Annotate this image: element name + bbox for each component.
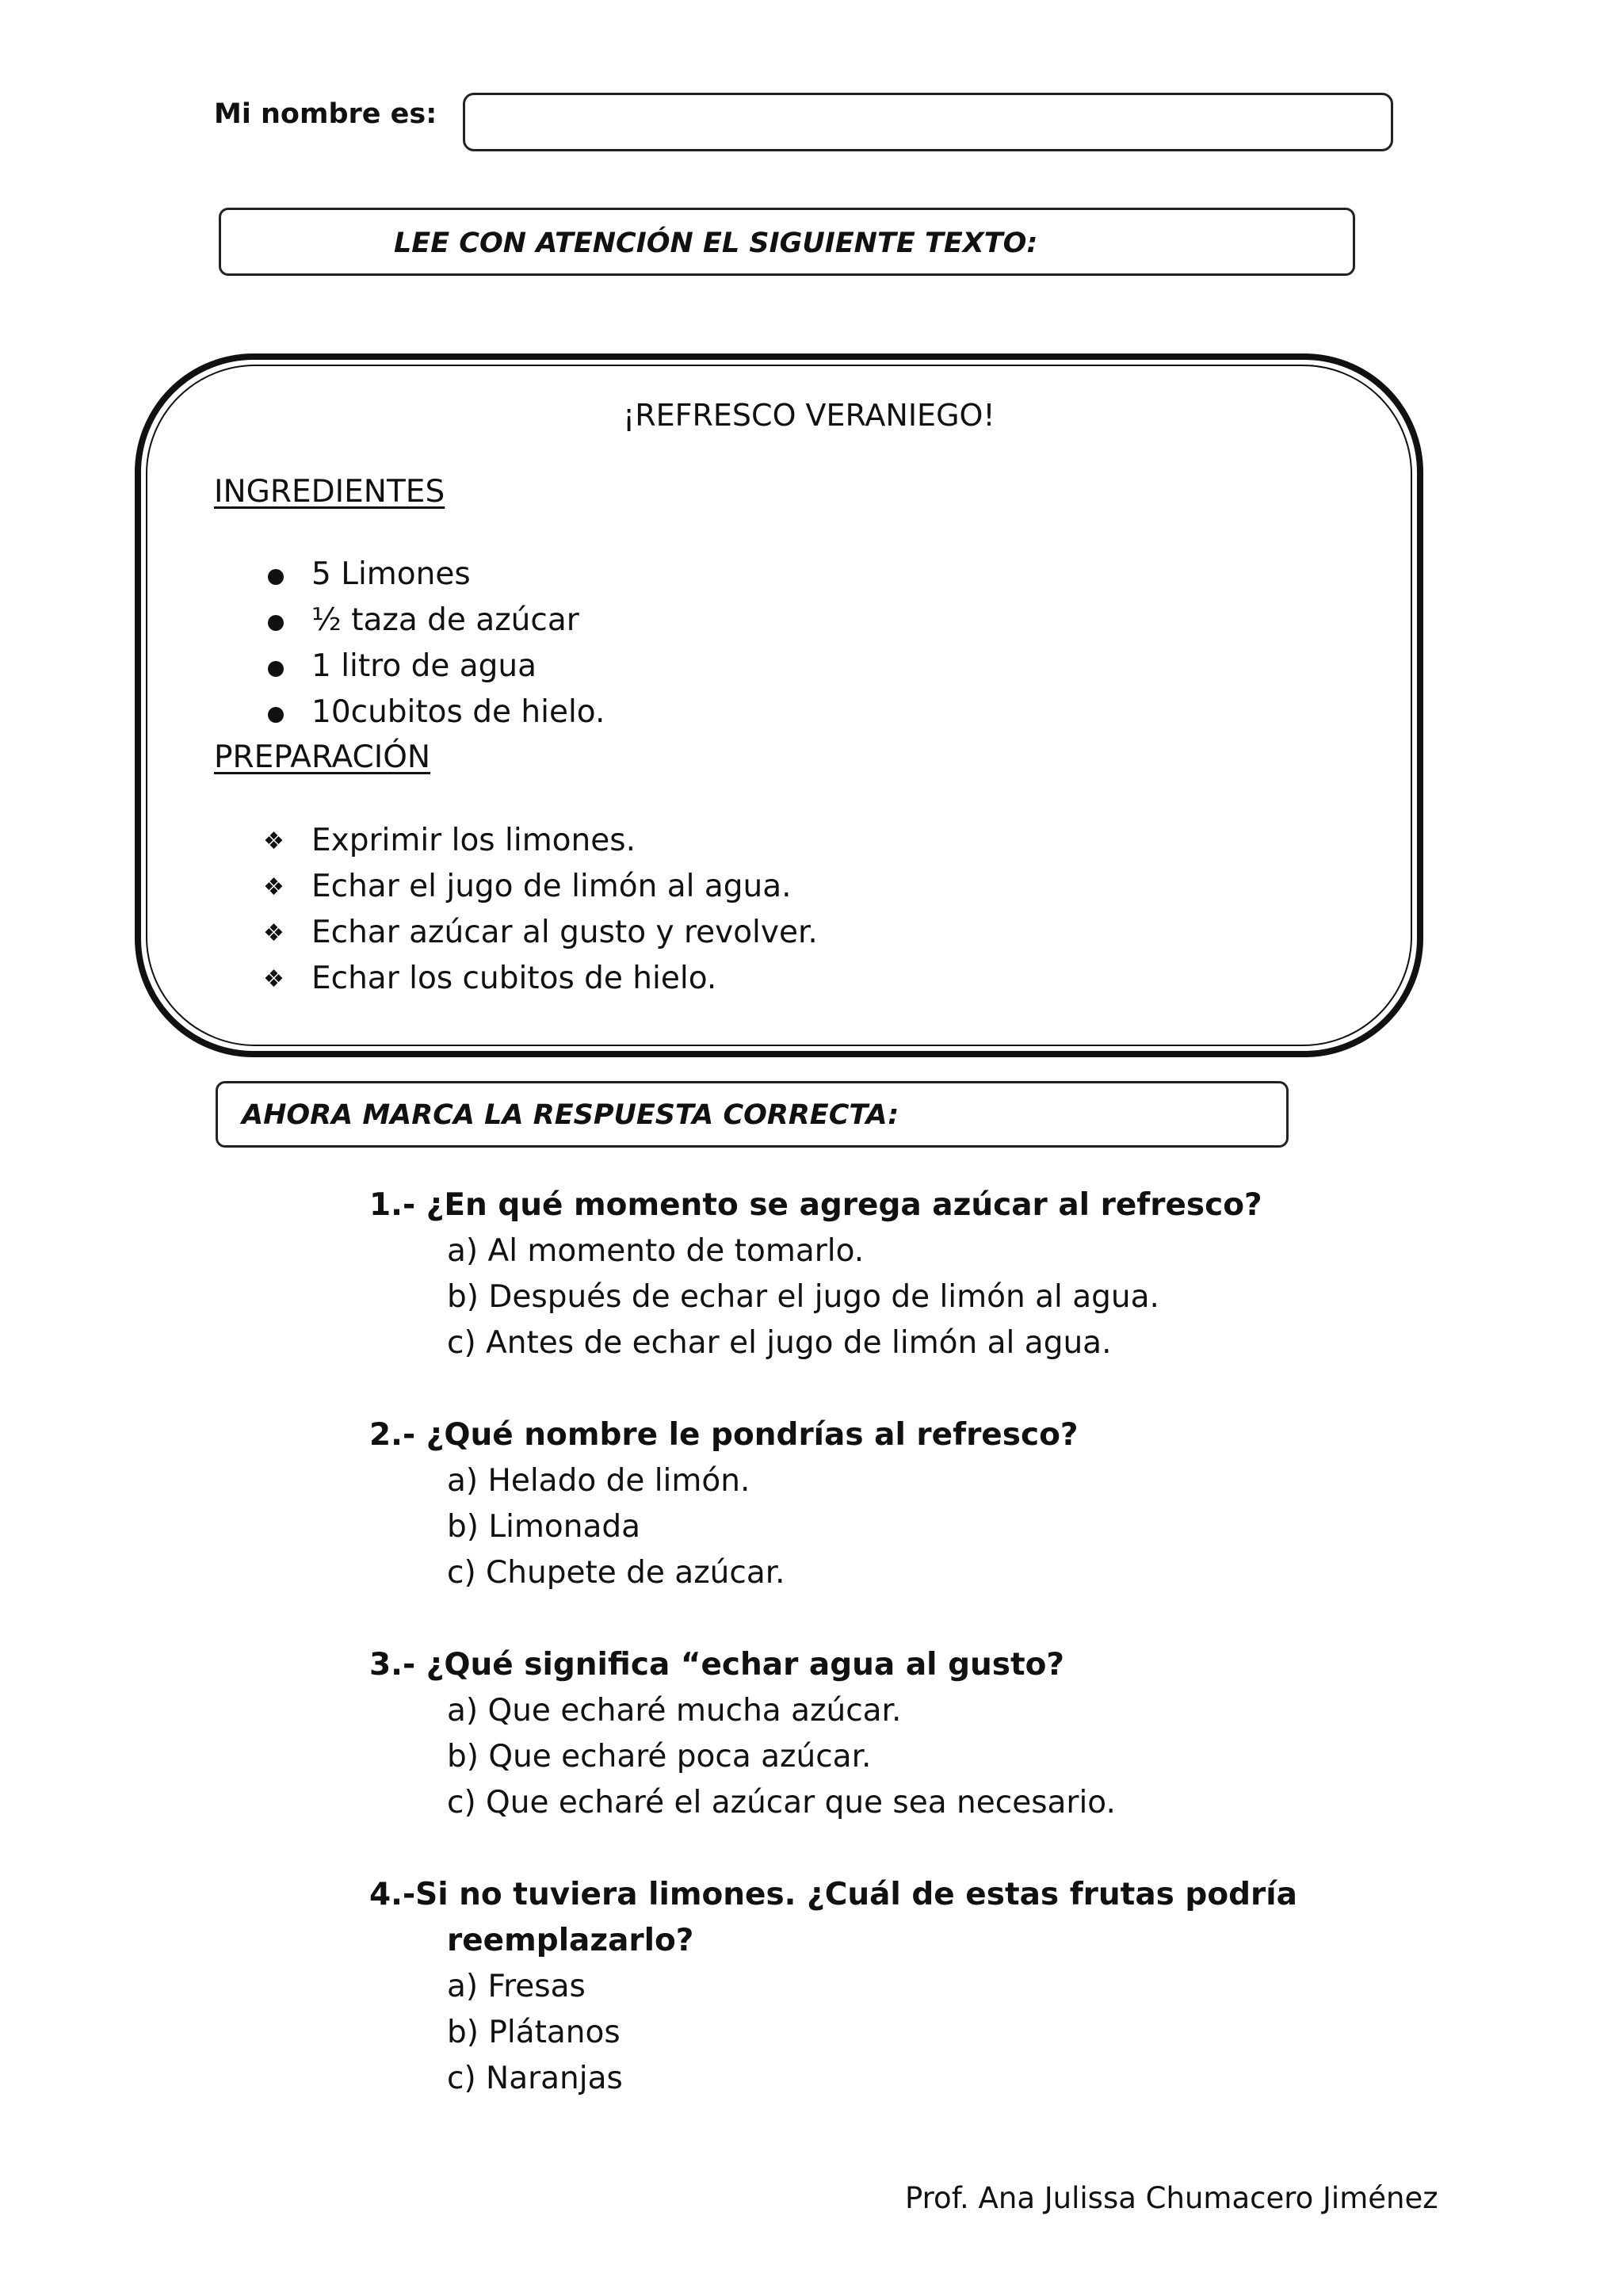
diamond-bullet-icon: ❖ [263,827,285,855]
ingredient-item: 10cubitos de hielo. [311,694,605,730]
question-4: 4.-Si no tuviera limones. ¿Cuál de estas frutas podría [369,1877,1297,1912]
option-4b[interactable]: b) Plátanos [447,2015,621,2050]
question-3: 3.- ¿Qué significa “echar agua al gusto? [369,1647,1065,1683]
option-4a[interactable]: a) Fresas [447,1969,586,2004]
bullet-dot-icon [268,615,284,631]
answer-instruction-text: AHORA MARCA LA RESPUESTA CORRECTA: [242,1099,899,1131]
instruction-text: LEE CON ATENCIÓN EL SIGUIENTE TEXTO: [394,227,1038,259]
diamond-bullet-icon: ❖ [263,965,285,993]
ingredients-heading: INGREDIENTES [214,474,445,510]
recipe-title: ¡REFRESCO VERANIEGO! [623,398,995,433]
bullet-dot-icon [268,661,284,677]
option-1a[interactable]: a) Al momento de tomarlo. [447,1233,865,1269]
preparation-heading: PREPARACIÓN [214,739,431,775]
step-item: Echar el jugo de limón al agua. [311,869,792,904]
option-3c[interactable]: c) Que echaré el azúcar que sea necesario. [447,1785,1116,1820]
question-1: 1.- ¿En qué momento se agrega azúcar al refresco? [369,1187,1262,1223]
ingredient-item: ½ taza de azúcar [311,602,579,638]
option-2a[interactable]: a) Helado de limón. [447,1463,750,1499]
author-footer: Prof. Ana Julissa Chumacero Jiménez [905,2181,1438,2215]
step-item: Exprimir los limones. [311,823,636,858]
bullet-dot-icon [268,707,284,723]
step-item: Echar los cubitos de hielo. [311,961,717,996]
question-2: 2.- ¿Qué nombre le pondrías al refresco? [369,1417,1079,1453]
question-4-continuation: reemplazarlo? [447,1923,694,1958]
option-4c[interactable]: c) Naranjas [447,2061,623,2096]
diamond-bullet-icon: ❖ [263,873,285,901]
diamond-bullet-icon: ❖ [263,919,285,947]
option-2b[interactable]: b) Limonada [447,1509,641,1545]
option-3b[interactable]: b) Que echaré poca azúcar. [447,1739,872,1775]
option-1b[interactable]: b) Después de echar el jugo de limón al agua. [447,1279,1159,1315]
name-label: Mi nombre es: [214,98,437,130]
option-2c[interactable]: c) Chupete de azúcar. [447,1555,785,1591]
answer-instruction-box [216,1081,1289,1148]
option-3a[interactable]: a) Que echaré mucha azúcar. [447,1693,902,1729]
instruction-box [219,208,1355,276]
step-item: Echar azúcar al gusto y revolver. [311,915,818,950]
name-input[interactable] [463,93,1393,151]
bullet-dot-icon [268,569,284,585]
option-1c[interactable]: c) Antes de echar el jugo de limón al agua. [447,1325,1112,1361]
ingredient-item: 1 litro de agua [311,648,537,684]
ingredient-item: 5 Limones [311,556,471,592]
